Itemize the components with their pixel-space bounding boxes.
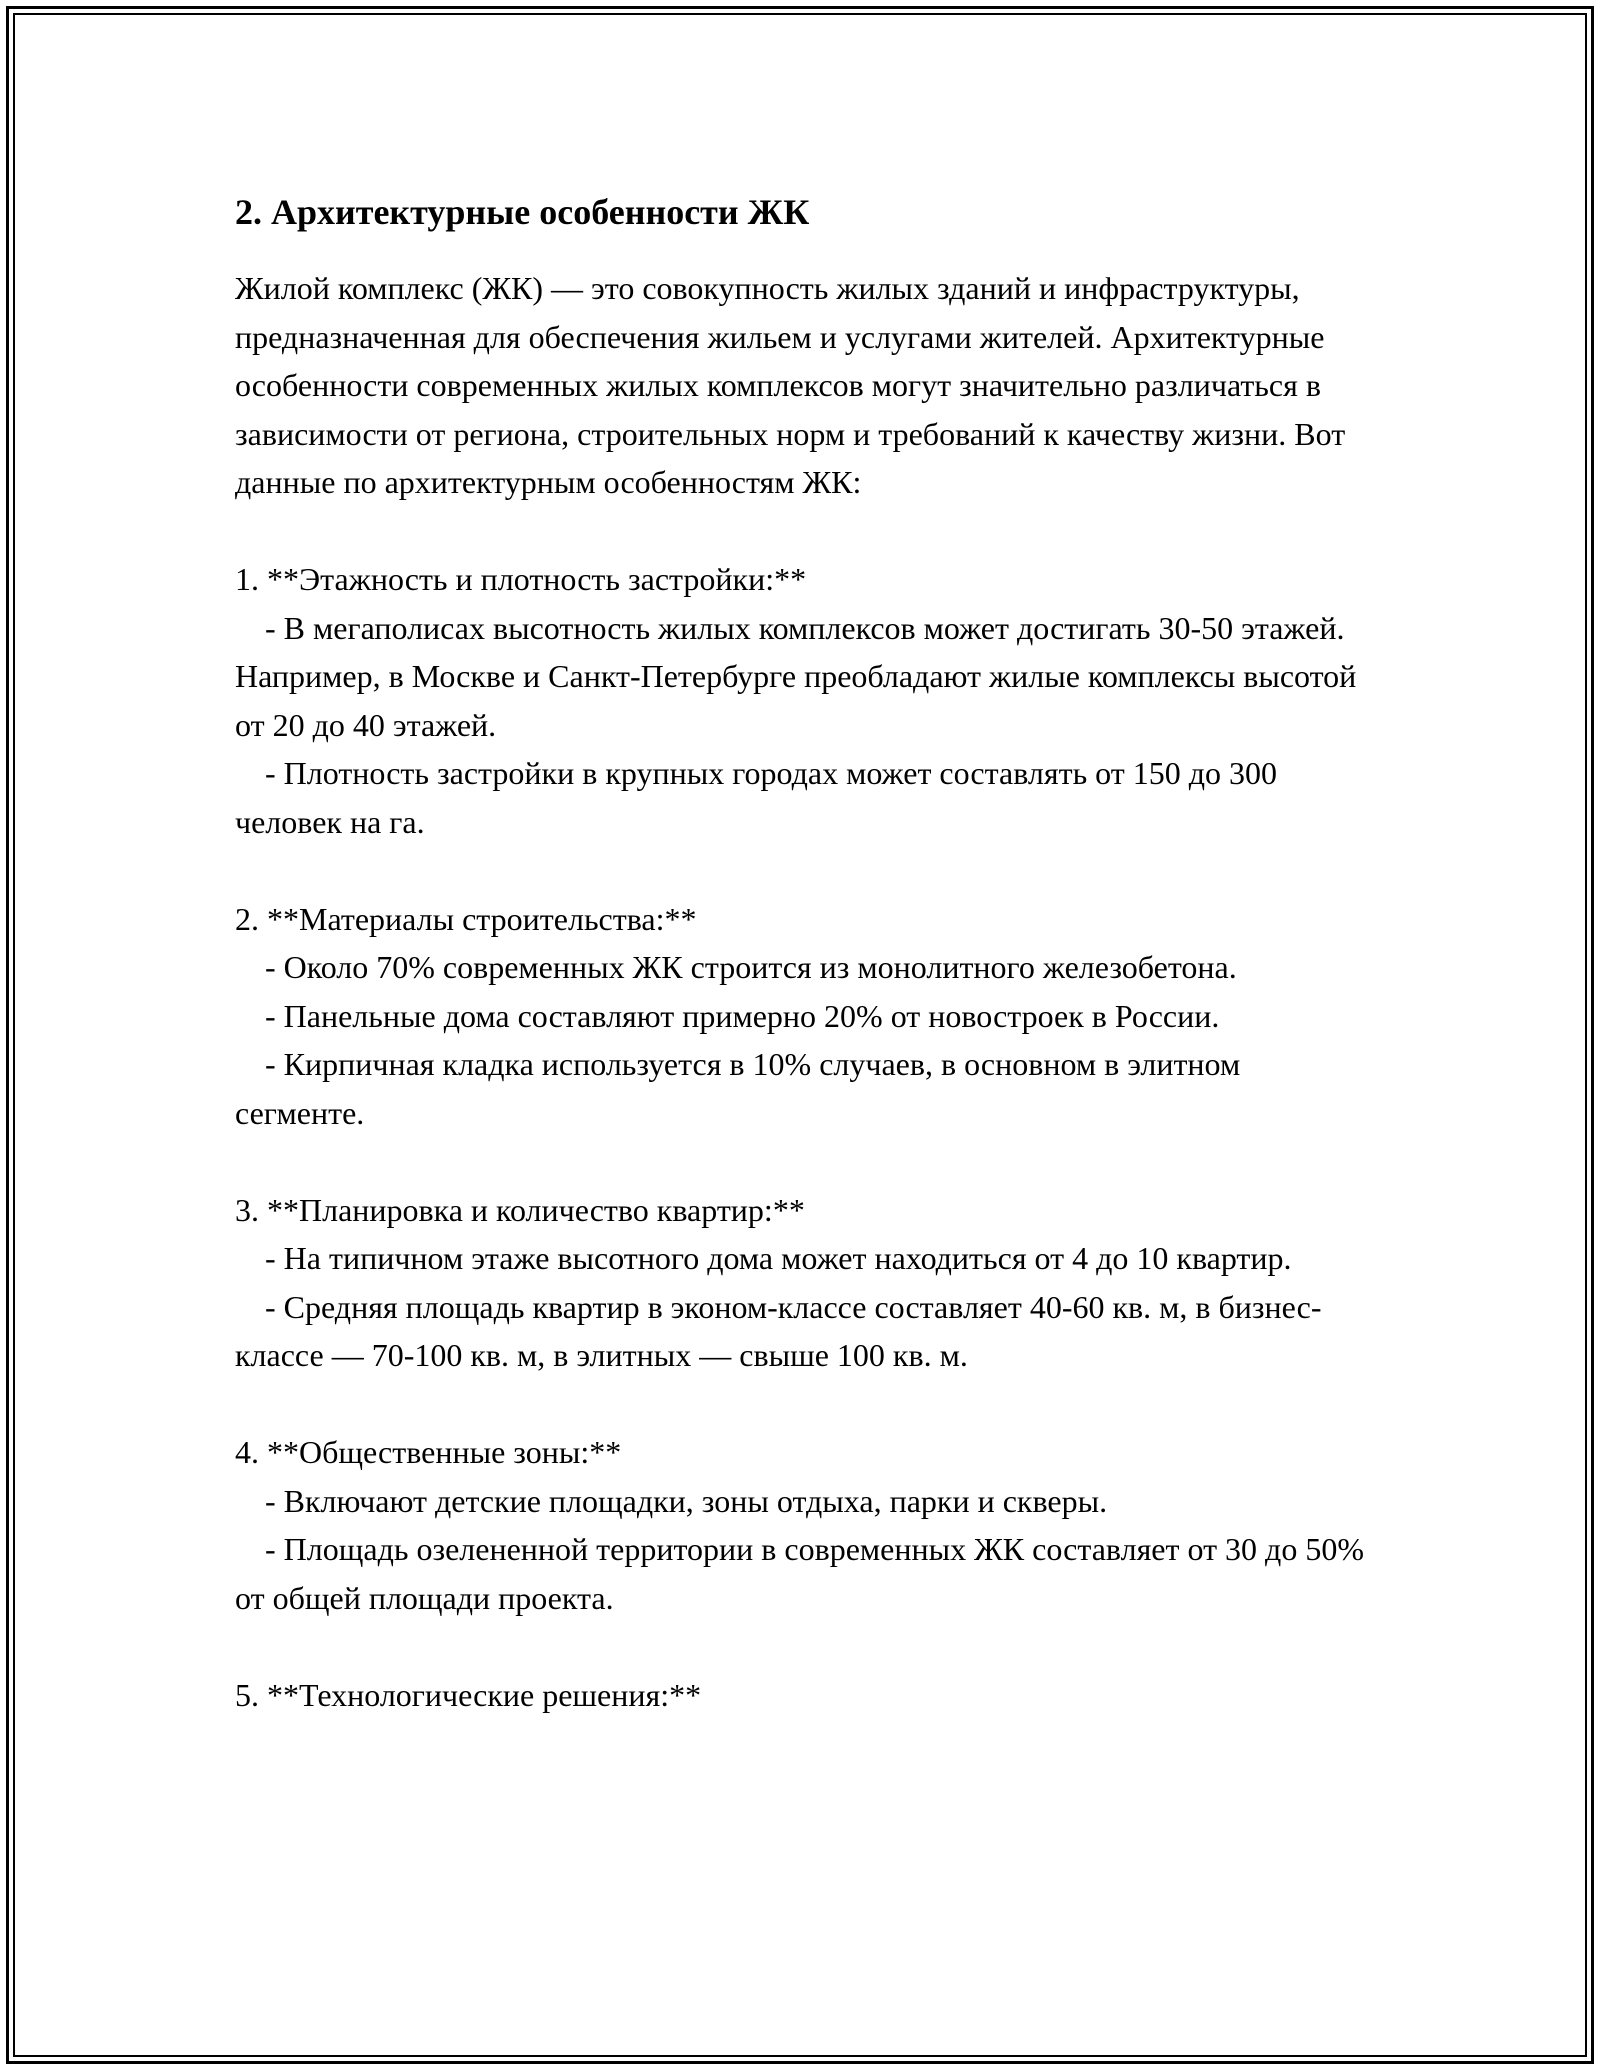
section-title: 2. Архитектурные особенности ЖК (235, 192, 810, 232)
list-bullet-text: - Около 70% современных ЖК строится из монолитного железобетона. (265, 949, 1237, 985)
list-bullet-3-2 (235, 1283, 1375, 1380)
list-bullet-2-3 (235, 1040, 1375, 1137)
list-bullet-text: - Площадь озелененной территории в современных ЖК составляет от 30 до 50% от общей площади проекта. (235, 1531, 1372, 1616)
list-bullet-4-2 (235, 1525, 1375, 1622)
list-heading-4: 4. **Общественные зоны:** (235, 1434, 622, 1470)
list-heading-3: 3. **Планировка и количество квартир:** (235, 1191, 805, 1228)
list-section-4 (235, 1428, 1375, 1622)
list-bullet-text: - Плотность застройки в крупных городах может составлять от 150 до 300 человек на га. (235, 755, 1285, 840)
list-bullet-4-1 (235, 1477, 1375, 1526)
document-body (235, 188, 1375, 1719)
list-section-2 (235, 895, 1375, 1138)
intro-paragraph: Жилой комплекс (ЖК) — это совокупность жилых зданий и инфраструктуры, предназначенная для обеспечения жильем и услугами жителей. Архитектурные особенности современных жилых комплексов могут значительно различаться в зависимости от региона, строительных норм и требований к качеству жизни. Вот данные по архитектурным особенностям ЖК: (235, 270, 1354, 500)
list-bullet-text: - На типичном этаже высотного дома может находиться от 4 до 10 квартир. (265, 1240, 1292, 1276)
list-bullet-2-1 (235, 943, 1375, 992)
list-bullet-1-2 (235, 749, 1375, 846)
list-heading-5: 5. **Технологические решения:** (235, 1676, 702, 1713)
list-bullet-text: - В мегаполисах высотность жилых комплексов может достигать 30-50 этажей. Например, в Москве и Санкт-Петербурге преобладают жилые комплексы высотой от 20 до 40 этажей. (235, 609, 1365, 743)
list-bullet-text: - Включают детские площадки, зоны отдыха, парки и скверы. (265, 1482, 1108, 1519)
list-bullet-3-1 (235, 1234, 1375, 1283)
list-section-5 (235, 1671, 1375, 1720)
list-heading-1: 1. **Этажность и плотность застройки:** (235, 561, 807, 597)
list-section-3 (235, 1186, 1375, 1380)
list-bullet-2-2 (235, 992, 1375, 1041)
list-heading-2: 2. **Материалы строительства:** (235, 900, 697, 937)
list-section-1 (235, 555, 1375, 846)
list-bullet-text: - Средняя площадь квартир в эконом-классе составляет 40-60 кв. м, в бизнес-классе — 70-100 кв. м, в элитных — свыше 100 кв. м. (235, 1288, 1322, 1373)
list-bullet-text: - Кирпичная кладка используется в 10% случаев, в основном в элитном сегменте. (235, 1046, 1249, 1131)
list-bullet-text: - Панельные дома составляют примерно 20% от новостроек в России. (265, 997, 1220, 1034)
list-bullet-1-1 (235, 604, 1375, 750)
